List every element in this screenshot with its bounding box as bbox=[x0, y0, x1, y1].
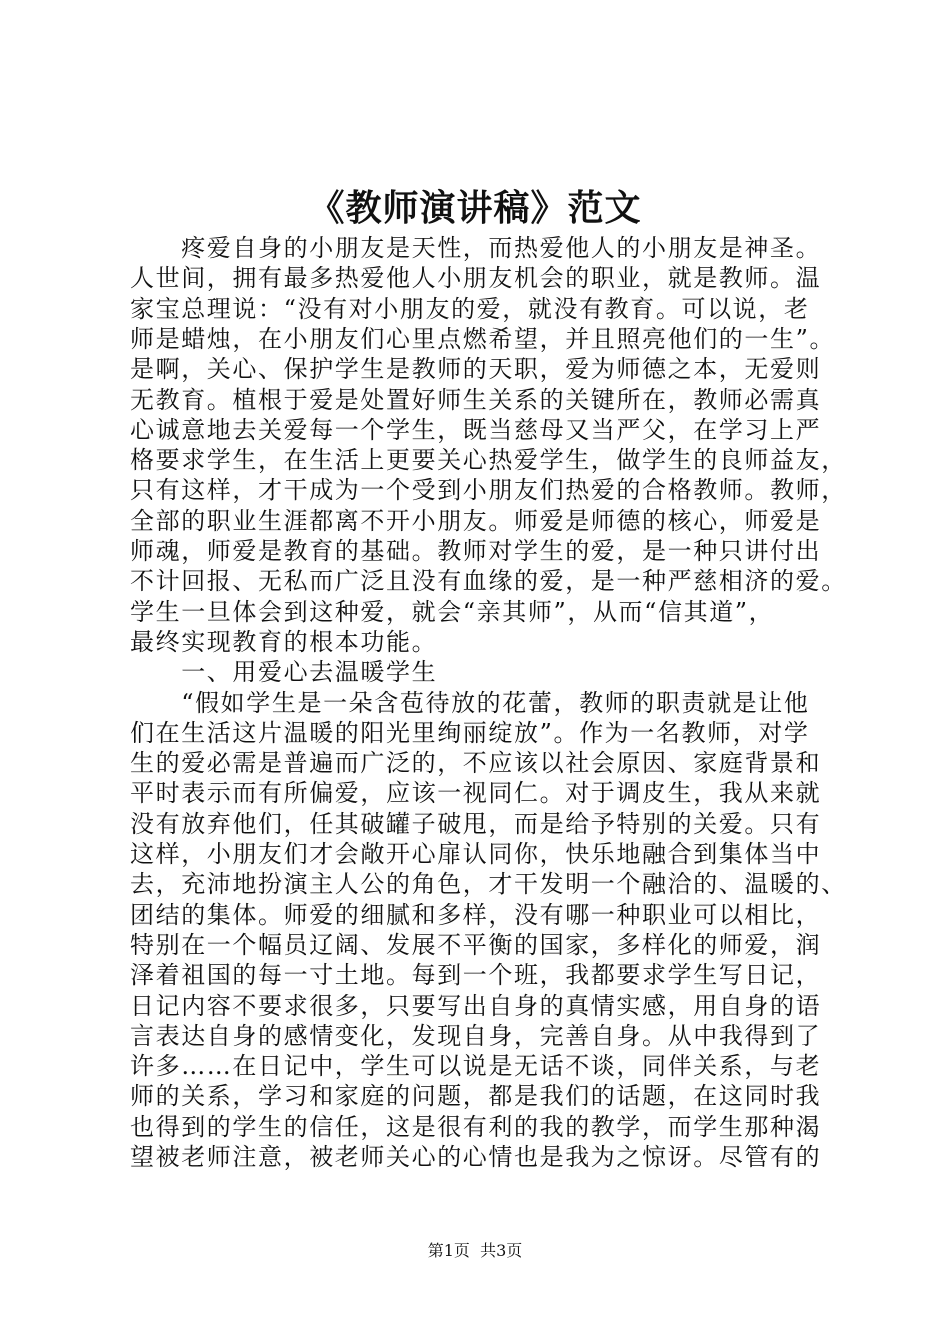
text-line: 也得到的学生的信任，这是很有利的我的教学，而学生那种渴 bbox=[130, 1112, 822, 1141]
text-line: 师是蜡烛，在小朋友们心里点燃希望，并且照亮他们的一生”。 bbox=[130, 324, 836, 353]
text-line: 没有放弃他们，任其破罐子破甩，而是给予特别的关爱。只有 bbox=[130, 809, 822, 838]
text-line: 特别在一个幅员辽阔、发展不平衡的国家，多样化的师爱，润 bbox=[130, 930, 822, 959]
text-line: 去，充沛地扮演主人公的角色，才干发明一个融洽的、温暖的、 bbox=[130, 870, 847, 899]
text-line: 许多……在日记中，学生可以说是无话不谈，同伴关系，与老 bbox=[130, 1052, 822, 1081]
text-line: 疼爱自身的小朋友是天性，而热爱他人的小朋友是神圣。 bbox=[130, 234, 822, 262]
text-line: 无教育。植根于爱是处置好师生关系的关键所在，教师必需真 bbox=[130, 385, 822, 414]
text-line: 是啊，关心、保护学生是教师的天职，爱为师德之本，无爱则 bbox=[130, 355, 822, 384]
page-title: 《教师演讲稿》范文 bbox=[308, 187, 642, 229]
text-line: 团结的集体。师爱的细腻和多样，没有哪一种职业可以相比， bbox=[130, 900, 822, 929]
text-line: 们在生活这片温暖的阳光里绚丽绽放”。作为一名教师，对学 bbox=[130, 718, 810, 747]
text-line: “假如学生是一朵含苞待放的花蕾，教师的职责就是让他 bbox=[130, 688, 810, 717]
text-line: 人世间，拥有最多热爱他人小朋友机会的职业，就是教师。温 bbox=[130, 264, 822, 293]
text-line: 只有这样，才干成为一个受到小朋友们热爱的合格教师。教师， bbox=[130, 476, 847, 505]
text-line: 一、用爱心去温暖学生 bbox=[130, 658, 438, 687]
text-line: 师魂，师爱是教育的基础。教师对学生的爱，是一种只讲付出 bbox=[130, 537, 822, 565]
text-line: 心诚意地去关爱每一个学生，既当慈母又当严父，在学习上严 bbox=[130, 415, 822, 444]
text-line: 言表达自身的感情变化，发现自身，完善自身。从中我得到了 bbox=[130, 1021, 822, 1050]
text-line: 生的爱必需是普遍而广泛的，不应该以社会原因、家庭背景和 bbox=[130, 749, 822, 778]
text-line: 全部的职业生涯都离不开小朋友。师爱是师德的核心，师爱是 bbox=[130, 506, 822, 535]
text-line: 家宝总理说：“没有对小朋友的爱，就没有教育。可以说，老 bbox=[130, 294, 810, 323]
text-line: 泽着祖国的每一寸土地。每到一个班，我都要求学生写日记， bbox=[130, 961, 822, 990]
text-line: 望被老师注意，被老师关心的心情也是我为之惊讶。尽管有的 bbox=[130, 1143, 822, 1171]
text-line: 师的关系，学习和家庭的问题，都是我们的话题，在这同时我 bbox=[130, 1082, 822, 1111]
text-line: 这样，小朋友们才会敞开心扉认同你，快乐地融合到集体当中 bbox=[130, 840, 822, 868]
text-line: 日记内容不要求很多，只要写出自身的真情实感，用自身的语 bbox=[130, 991, 822, 1020]
text-line: 学生一旦体会到这种爱，就会“亲其师”，从而“信其道”， bbox=[130, 597, 775, 626]
page-footer: 第1页 共3页 bbox=[427, 1241, 523, 1260]
text-line: 格要求学生，在生活上更要关心热爱学生，做学生的良师益友， bbox=[130, 446, 847, 475]
text-line: 平时表示而有所偏爱，应该一视同仁。对于调皮生，我从来就 bbox=[130, 779, 822, 808]
text-line: 不计回报、无私而广泛且没有血缘的爱，是一种严慈相济的爱。 bbox=[130, 567, 847, 596]
text-line: 最终实现教育的根本功能。 bbox=[130, 627, 438, 656]
